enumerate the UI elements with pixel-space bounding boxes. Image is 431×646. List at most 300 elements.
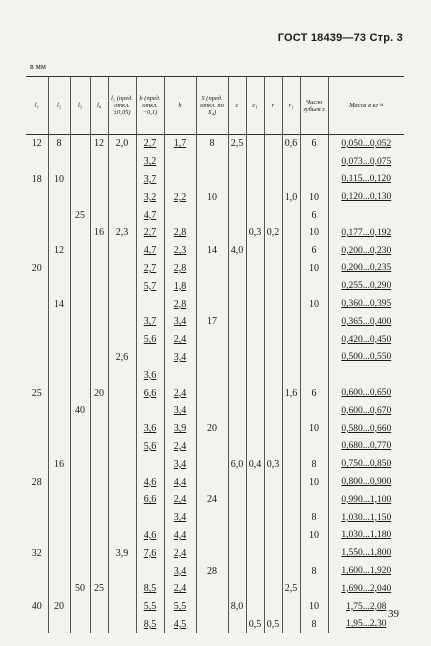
cell-z: 8 xyxy=(300,455,328,473)
cell-S xyxy=(196,473,228,491)
cell-l2 xyxy=(48,277,70,295)
cell-l3 xyxy=(70,331,90,349)
cell-l3 xyxy=(70,509,90,527)
cell-l1 xyxy=(26,331,48,349)
cell-r1 xyxy=(282,402,300,420)
cell-b: 8,5 xyxy=(136,616,164,634)
cell-l5 xyxy=(108,527,136,545)
cell-l4 xyxy=(90,260,108,278)
cell-l5 xyxy=(108,562,136,580)
cell-h: 2,8 xyxy=(164,295,196,313)
cell-S xyxy=(196,349,228,367)
cell-r xyxy=(264,153,282,171)
cell-h xyxy=(164,153,196,171)
cell-l5 xyxy=(108,455,136,473)
cell-c xyxy=(228,153,246,171)
cell-z xyxy=(300,580,328,598)
cell-l5 xyxy=(108,366,136,384)
cell-mass xyxy=(328,206,404,224)
cell-b: 3,7 xyxy=(136,171,164,189)
cell-l3 xyxy=(70,366,90,384)
cell-S xyxy=(196,402,228,420)
cell-c1 xyxy=(246,527,264,545)
cell-r xyxy=(264,260,282,278)
table-row xyxy=(26,295,404,313)
cell-c: 6,0 xyxy=(228,455,246,473)
cell-l2 xyxy=(48,153,70,171)
cell-l5 xyxy=(108,206,136,224)
cell-S: 17 xyxy=(196,313,228,331)
cell-r1 xyxy=(282,562,300,580)
cell-c: 8,0 xyxy=(228,598,246,616)
cell-l1: 25 xyxy=(31,387,42,399)
cell-l5 xyxy=(108,616,136,634)
cell-r xyxy=(264,473,282,491)
cell-z: 10 xyxy=(300,473,328,491)
cell-l4 xyxy=(90,171,108,189)
cell-c1: 0,4 xyxy=(246,455,264,473)
cell-r xyxy=(264,527,282,545)
table-row xyxy=(26,313,404,331)
cell-l2: 20 xyxy=(48,598,70,616)
cell-r xyxy=(264,331,282,349)
table-row xyxy=(26,527,404,545)
cell-r1 xyxy=(282,313,300,331)
cell-l3 xyxy=(70,188,90,206)
cell-r1 xyxy=(282,491,300,509)
cell-l3 xyxy=(70,527,90,545)
cell-r xyxy=(264,277,282,295)
cell-l2 xyxy=(48,616,70,634)
cell-l1 xyxy=(26,438,48,456)
cell-z xyxy=(300,402,328,420)
cell-l2: 12 xyxy=(48,242,70,260)
cell-c1 xyxy=(246,384,264,402)
cell-l1 xyxy=(26,313,48,331)
table-row xyxy=(26,580,404,598)
cell-mass: 0,750...0,850 xyxy=(328,455,404,473)
cell-h: 2,8 xyxy=(164,224,196,242)
cell-l2 xyxy=(48,331,70,349)
cell-r xyxy=(264,206,282,224)
cell-l5 xyxy=(108,260,136,278)
cell-r1 xyxy=(282,420,300,438)
cell-l2 xyxy=(48,206,70,224)
table-row xyxy=(26,562,404,580)
cell-z xyxy=(300,153,328,171)
cell-l3 xyxy=(70,473,90,491)
cell-r1 xyxy=(282,260,300,278)
col-r1: r₁ xyxy=(282,77,300,135)
col-l5: l₅ (пред. откл. ±0,05) xyxy=(108,77,136,135)
cell-S xyxy=(196,171,228,189)
cell-r1 xyxy=(282,455,300,473)
cell-r xyxy=(264,420,282,438)
cell-z xyxy=(300,544,328,562)
cell-S xyxy=(196,366,228,384)
cell-l4 xyxy=(90,188,108,206)
cell-c xyxy=(228,438,246,456)
cell-l4 xyxy=(90,473,108,491)
cell-z xyxy=(300,171,328,189)
cell-h: 2,3 xyxy=(164,242,196,260)
cell-b: 5,6 xyxy=(136,438,164,456)
cell-c: 2,5 xyxy=(228,135,246,153)
cell-l5 xyxy=(108,331,136,349)
cell-l4 xyxy=(90,438,108,456)
cell-h: 2,8 xyxy=(164,260,196,278)
cell-l4 xyxy=(90,544,108,562)
cell-l3 xyxy=(70,384,90,402)
table-row xyxy=(26,473,404,491)
cell-l3 xyxy=(70,598,90,616)
table-row xyxy=(26,509,404,527)
cell-l3 xyxy=(70,260,90,278)
cell-r1 xyxy=(282,295,300,313)
table-row xyxy=(26,242,404,260)
cell-b: 2,7 xyxy=(136,260,164,278)
cell-c1 xyxy=(246,473,264,491)
cell-l3 xyxy=(70,295,90,313)
cell-l1 xyxy=(26,242,48,260)
col-l3: l₃ xyxy=(70,77,90,135)
cell-S xyxy=(196,260,228,278)
cell-l2: 16 xyxy=(48,455,70,473)
table-row xyxy=(26,206,404,224)
cell-z: 6 xyxy=(300,384,328,402)
cell-b xyxy=(136,509,164,527)
cell-z: 10 xyxy=(300,224,328,242)
cell-l3 xyxy=(70,491,90,509)
cell-c xyxy=(228,313,246,331)
cell-b xyxy=(136,349,164,367)
cell-z: 8 xyxy=(300,562,328,580)
cell-mass: 0,050...0,052 xyxy=(328,135,404,153)
cell-l1 xyxy=(26,295,48,313)
cell-b: 7,6 xyxy=(136,544,164,562)
cell-l1: 32 xyxy=(31,547,42,559)
cell-l3 xyxy=(70,171,90,189)
cell-S xyxy=(196,295,228,313)
cell-h: 2,4 xyxy=(164,580,196,598)
cell-c xyxy=(228,171,246,189)
cell-c xyxy=(228,331,246,349)
cell-l4: 25 xyxy=(90,580,108,598)
cell-l5 xyxy=(108,509,136,527)
cell-r xyxy=(264,544,282,562)
cell-mass: 0,420...0,450 xyxy=(328,331,404,349)
cell-l2: 14 xyxy=(48,295,70,313)
cell-l2 xyxy=(48,491,70,509)
cell-l4 xyxy=(90,313,108,331)
cell-mass: 1,600...1,920 xyxy=(328,562,404,580)
cell-c1 xyxy=(246,153,264,171)
cell-h: 2,4 xyxy=(164,331,196,349)
cell-l2 xyxy=(48,420,70,438)
cell-z: 10 xyxy=(300,260,328,278)
col-z: Число зубьев z xyxy=(300,77,328,135)
cell-l2 xyxy=(48,349,70,367)
cell-mass: 0,600...0,650 xyxy=(328,384,404,402)
dimensions-table xyxy=(26,76,404,633)
cell-S xyxy=(196,455,228,473)
cell-h: 3,4 xyxy=(164,402,196,420)
cell-z xyxy=(300,349,328,367)
cell-r1 xyxy=(282,242,300,260)
cell-c1 xyxy=(246,402,264,420)
cell-r1 xyxy=(282,366,300,384)
cell-c1 xyxy=(246,509,264,527)
col-l2: l₂ xyxy=(48,77,70,135)
cell-l1: 12 xyxy=(31,138,42,150)
cell-r1 xyxy=(282,616,300,634)
cell-l3 xyxy=(70,544,90,562)
cell-mass: 1,75...2,08 xyxy=(328,598,404,616)
cell-c1 xyxy=(246,206,264,224)
cell-c xyxy=(228,527,246,545)
cell-S xyxy=(196,616,228,634)
cell-l2 xyxy=(48,224,70,242)
cell-c xyxy=(228,580,246,598)
cell-l4 xyxy=(90,509,108,527)
cell-l2: 8 xyxy=(48,135,70,153)
cell-c1 xyxy=(246,313,264,331)
cell-l3 xyxy=(70,420,90,438)
cell-l3 xyxy=(70,349,90,367)
cell-S xyxy=(196,206,228,224)
cell-mass: 0,600...0,670 xyxy=(328,402,404,420)
cell-mass: 0,200...0,235 xyxy=(328,260,404,278)
cell-l5: 2,3 xyxy=(108,224,136,242)
units-label: в мм xyxy=(30,62,46,71)
cell-z: 10 xyxy=(300,188,328,206)
cell-b: 3,6 xyxy=(136,366,164,384)
cell-S xyxy=(196,224,228,242)
cell-c1 xyxy=(246,188,264,206)
cell-r xyxy=(264,562,282,580)
cell-l2 xyxy=(48,366,70,384)
cell-r1: 1,0 xyxy=(282,188,300,206)
cell-l2 xyxy=(48,527,70,545)
cell-l1 xyxy=(26,580,48,598)
cell-l5 xyxy=(108,295,136,313)
cell-l5 xyxy=(108,402,136,420)
cell-mass: 0,200...0,230 xyxy=(328,242,404,260)
cell-c xyxy=(228,277,246,295)
cell-z: 10 xyxy=(300,598,328,616)
cell-l4 xyxy=(90,420,108,438)
cell-h xyxy=(164,366,196,384)
cell-b: 3,2 xyxy=(136,188,164,206)
cell-r xyxy=(264,580,282,598)
cell-h: 2,4 xyxy=(164,384,196,402)
table-row xyxy=(26,616,404,634)
cell-r xyxy=(264,188,282,206)
cell-b: 4,6 xyxy=(136,527,164,545)
cell-S xyxy=(196,331,228,349)
cell-c1 xyxy=(246,295,264,313)
cell-c1 xyxy=(246,562,264,580)
cell-l5 xyxy=(108,438,136,456)
cell-b: 8,5 xyxy=(136,580,164,598)
cell-c1 xyxy=(246,580,264,598)
cell-r1: 1,6 xyxy=(282,384,300,402)
page-header: ГОСТ 18439—73 Стр. 3 xyxy=(277,32,403,44)
cell-l4 xyxy=(90,366,108,384)
cell-c xyxy=(228,509,246,527)
cell-r xyxy=(264,598,282,616)
cell-l5 xyxy=(108,491,136,509)
cell-l1 xyxy=(26,277,48,295)
cell-l1 xyxy=(26,562,48,580)
cell-S: 20 xyxy=(196,420,228,438)
cell-l3: 25 xyxy=(70,206,90,224)
cell-l2 xyxy=(48,562,70,580)
cell-S xyxy=(196,527,228,545)
cell-c xyxy=(228,616,246,634)
cell-l1: 28 xyxy=(31,476,42,488)
cell-c xyxy=(228,260,246,278)
cell-l5 xyxy=(108,313,136,331)
cell-r xyxy=(264,509,282,527)
cell-mass: 1,550...1,800 xyxy=(328,544,404,562)
cell-c xyxy=(228,544,246,562)
cell-r xyxy=(264,366,282,384)
cell-c1 xyxy=(246,331,264,349)
col-c1: c₁ xyxy=(246,77,264,135)
cell-l4 xyxy=(90,277,108,295)
cell-c1 xyxy=(246,544,264,562)
cell-l2 xyxy=(48,544,70,562)
cell-c xyxy=(228,402,246,420)
table-row xyxy=(26,384,404,402)
cell-l4 xyxy=(90,295,108,313)
cell-h: 2,2 xyxy=(164,188,196,206)
cell-c xyxy=(228,473,246,491)
cell-h: 5,5 xyxy=(164,598,196,616)
cell-S: 28 xyxy=(196,562,228,580)
cell-r1: 0,6 xyxy=(282,135,300,153)
cell-l4: 12 xyxy=(90,135,108,153)
cell-h: 4,5 xyxy=(164,616,196,634)
cell-r xyxy=(264,438,282,456)
table-row xyxy=(26,171,404,189)
cell-l3 xyxy=(70,224,90,242)
cell-r1 xyxy=(282,473,300,491)
table-row xyxy=(26,188,404,206)
page-number: 39 xyxy=(388,608,399,620)
cell-h: 2,4 xyxy=(164,544,196,562)
table-row xyxy=(26,260,404,278)
cell-l5 xyxy=(108,420,136,438)
cell-l3 xyxy=(70,153,90,171)
cell-mass: 0,360...0,395 xyxy=(328,295,404,313)
cell-S: 10 xyxy=(196,188,228,206)
cell-b: 4,7 xyxy=(136,242,164,260)
cell-c1 xyxy=(246,135,264,153)
table-row xyxy=(26,402,404,420)
cell-b xyxy=(136,402,164,420)
cell-l1 xyxy=(26,366,48,384)
cell-c1: 0,3 xyxy=(246,224,264,242)
cell-c1: 0,5 xyxy=(246,616,264,634)
cell-b: 5,7 xyxy=(136,277,164,295)
cell-b xyxy=(136,455,164,473)
cell-l5 xyxy=(108,277,136,295)
cell-mass: 0,120...0,130 xyxy=(328,188,404,206)
cell-l3 xyxy=(70,135,90,153)
cell-mass: 1,030...1,150 xyxy=(328,509,404,527)
cell-S: 24 xyxy=(196,491,228,509)
cell-b: 2,7 xyxy=(136,224,164,242)
cell-l4 xyxy=(90,153,108,171)
cell-l2 xyxy=(48,580,70,598)
table-row xyxy=(26,420,404,438)
cell-l5: 2,0 xyxy=(108,135,136,153)
table-row xyxy=(26,277,404,295)
table-body xyxy=(26,135,404,634)
table-row xyxy=(26,366,404,384)
cell-r1: 2,5 xyxy=(282,580,300,598)
cell-z: 8 xyxy=(300,509,328,527)
cell-c xyxy=(228,206,246,224)
cell-r: 0,2 xyxy=(264,224,282,242)
cell-b: 3,7 xyxy=(136,313,164,331)
cell-r1 xyxy=(282,331,300,349)
cell-l4 xyxy=(90,527,108,545)
cell-l4 xyxy=(90,562,108,580)
cell-r1 xyxy=(282,277,300,295)
cell-z xyxy=(300,277,328,295)
cell-h: 1,8 xyxy=(164,277,196,295)
cell-l3 xyxy=(70,313,90,331)
table-row xyxy=(26,491,404,509)
cell-h: 3,9 xyxy=(164,420,196,438)
cell-c1 xyxy=(246,366,264,384)
cell-b: 2,7 xyxy=(136,135,164,153)
cell-z: 6 xyxy=(300,242,328,260)
table-row xyxy=(26,455,404,473)
col-r: r xyxy=(264,77,282,135)
cell-c1 xyxy=(246,598,264,616)
cell-r xyxy=(264,135,282,153)
cell-c xyxy=(228,224,246,242)
cell-h: 2,4 xyxy=(164,438,196,456)
cell-l5: 3,9 xyxy=(108,544,136,562)
cell-l3: 40 xyxy=(70,402,90,420)
cell-h: 1,7 xyxy=(164,135,196,153)
cell-r xyxy=(264,295,282,313)
cell-l3 xyxy=(70,438,90,456)
cell-l2 xyxy=(48,402,70,420)
cell-r xyxy=(264,242,282,260)
cell-r xyxy=(264,349,282,367)
cell-r1 xyxy=(282,206,300,224)
cell-l5 xyxy=(108,242,136,260)
cell-r1 xyxy=(282,598,300,616)
cell-l4 xyxy=(90,616,108,634)
cell-c1 xyxy=(246,242,264,260)
cell-l4 xyxy=(90,242,108,260)
cell-l3 xyxy=(70,562,90,580)
table-row xyxy=(26,331,404,349)
cell-mass: 0,177...0,192 xyxy=(328,224,404,242)
cell-b: 4,7 xyxy=(136,206,164,224)
cell-S: 14 xyxy=(196,242,228,260)
col-h: h xyxy=(164,77,196,135)
cell-S xyxy=(196,580,228,598)
cell-l4: 20 xyxy=(90,384,108,402)
